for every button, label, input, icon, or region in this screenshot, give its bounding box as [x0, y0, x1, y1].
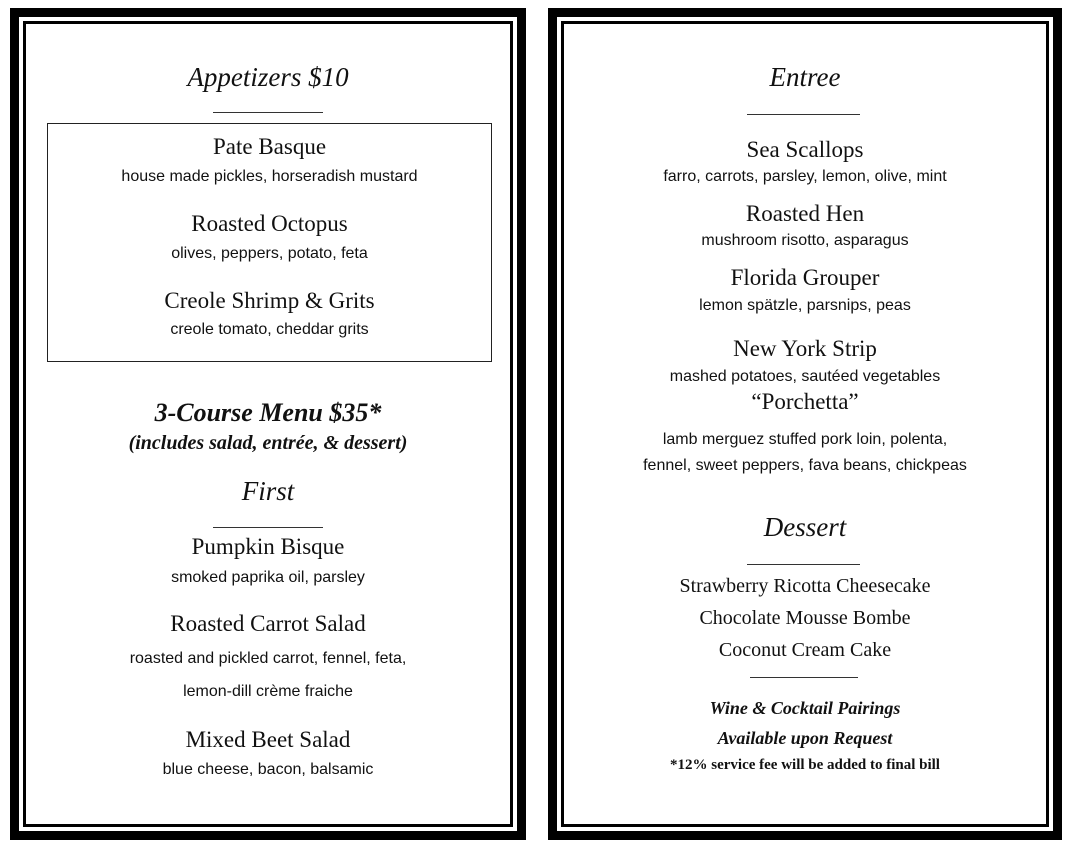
- first-item-desc: lemon-dill crème fraiche: [183, 683, 353, 700]
- pairings-line2: Available upon Request: [717, 728, 893, 748]
- appetizer-desc: house made pickles, horseradish mustard: [121, 168, 418, 185]
- dessert-item: Strawberry Ricotta Cheesecake: [679, 575, 931, 597]
- first-divider: [213, 527, 323, 528]
- appetizers-title: Appetizers $10: [187, 62, 349, 92]
- course-menu-subtitle: (includes salad, entrée, & dessert): [128, 432, 408, 454]
- entree-name: New York Strip: [733, 336, 877, 361]
- first-item-desc: blue cheese, bacon, balsamic: [162, 761, 374, 778]
- dessert-divider: [747, 564, 860, 565]
- appetizer-desc: olives, peppers, potato, feta: [171, 245, 368, 262]
- appetizer-name: Pate Basque: [212, 134, 327, 159]
- entree-desc: mashed potatoes, sautéed vegetables: [669, 368, 941, 385]
- entree-desc: lamb merguez stuffed pork loin, polenta,: [662, 431, 948, 448]
- first-item-name: Mixed Beet Salad: [185, 727, 351, 752]
- first-title: First: [241, 476, 295, 506]
- entree-title: Entree: [769, 62, 841, 92]
- service-fee-note: *12% service fee will be added to final bill: [670, 757, 940, 773]
- footer-divider: [750, 677, 858, 678]
- right-menu-inner: [564, 24, 1046, 824]
- dessert-item: Chocolate Mousse Bombe: [699, 607, 911, 629]
- appetizers-box: [47, 123, 492, 362]
- left-menu-inner: [26, 24, 510, 824]
- entree-name: Florida Grouper: [730, 265, 880, 290]
- entree-divider: [747, 114, 860, 115]
- dessert-item: Coconut Cream Cake: [718, 639, 892, 661]
- first-item-name: Roasted Carrot Salad: [170, 611, 366, 636]
- entree-desc: mushroom risotto, asparagus: [701, 232, 909, 249]
- dessert-title: Dessert: [763, 512, 847, 542]
- appetizer-name: Roasted Octopus: [191, 211, 348, 236]
- entree-desc: lemon spätzle, parsnips, peas: [699, 297, 911, 314]
- appetizers-divider: [213, 112, 323, 113]
- appetizer-name: Creole Shrimp & Grits: [164, 288, 375, 313]
- course-menu-title: 3-Course Menu $35*: [154, 398, 382, 427]
- entree-name: Sea Scallops: [746, 137, 864, 162]
- first-item-desc: roasted and pickled carrot, fennel, feta,: [129, 650, 407, 667]
- left-menu-panel: [10, 8, 526, 840]
- appetizer-desc: creole tomato, cheddar grits: [170, 321, 369, 338]
- first-item-name: Pumpkin Bisque: [191, 534, 345, 559]
- first-item-desc: smoked paprika oil, parsley: [171, 569, 365, 586]
- right-menu-panel: [548, 8, 1062, 840]
- pairings-line1: Wine & Cocktail Pairings: [709, 698, 901, 718]
- entree-desc: farro, carrots, parsley, lemon, olive, mint: [663, 168, 947, 185]
- entree-name: “Porchetta”: [751, 389, 859, 414]
- entree-desc: fennel, sweet peppers, fava beans, chickpeas: [643, 457, 967, 474]
- entree-name: Roasted Hen: [745, 201, 865, 226]
